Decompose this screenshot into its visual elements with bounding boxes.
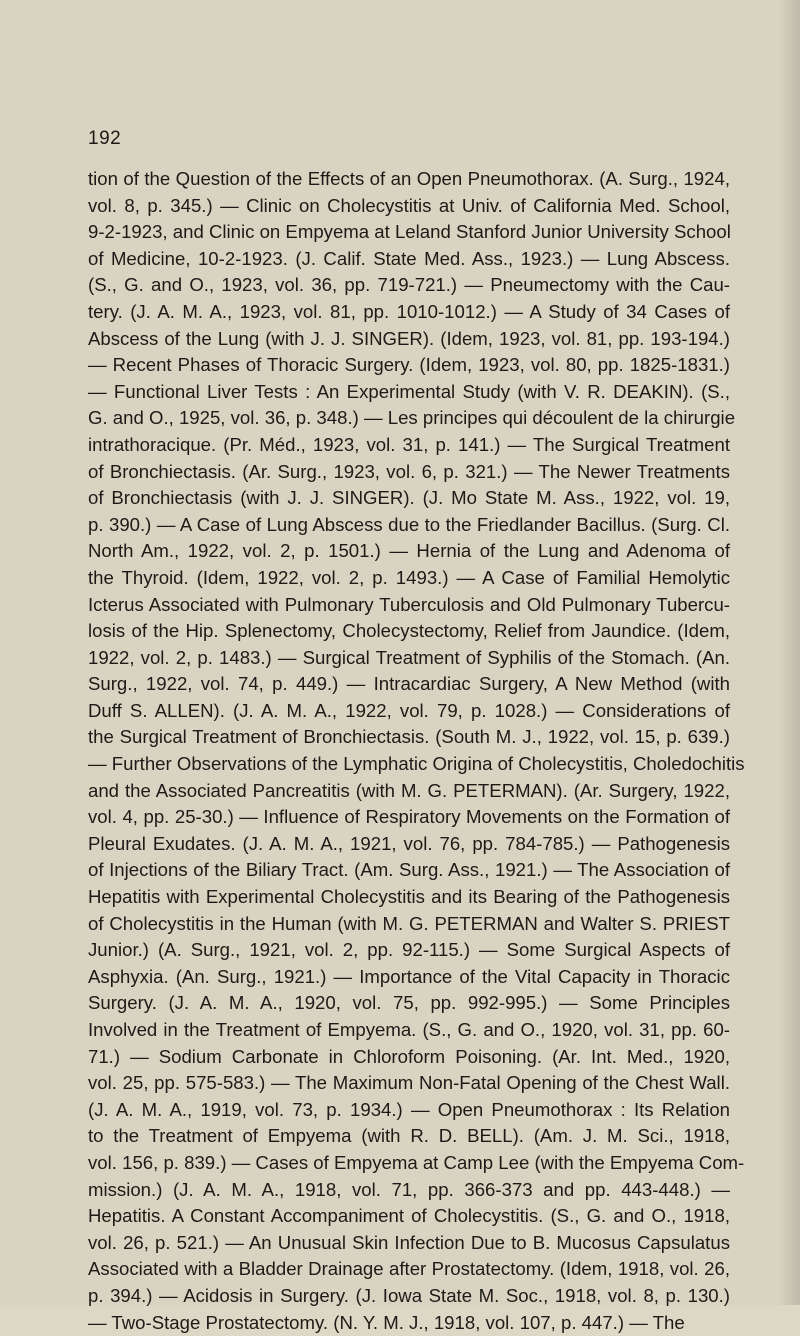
text-line: (J. A. M. A., 1919, vol. 73, p. 1934.) — Open Pneumothorax : Its Relation — [88, 1098, 730, 1120]
text-line: Abscess of the Lung (with J. J. SINGER). (Idem, 1923, vol. 81, pp. 193-194.) — [88, 327, 730, 349]
text-line: mission.) (J. A. M. A., 1918, vol. 71, pp. 366-373 and pp. 443-448.) — — [88, 1178, 730, 1200]
text-line: (S., G. and O., 1923, vol. 36, pp. 719-721.) — Pneumectomy with the Cau- — [88, 274, 730, 296]
text-line: 1922, vol. 2, p. 1483.) — Surgical Treatment of Syphilis of the Stomach. (An. — [88, 646, 730, 668]
text-line: tion of the Question of the Effects of an Open Pneumothorax. (A. Surg., 1924, — [88, 168, 730, 189]
text-line: the Thyroid. (Idem, 1922, vol. 2, p. 1493.) — A Case of Familial Hemolytic — [88, 566, 730, 588]
text-line: p. 394.) — Acidosis in Surgery. (J. Iowa State M. Soc., 1918, vol. 8, p. 130.) — [88, 1284, 730, 1306]
text-line: Pleural Exudates. (J. A. M. A., 1921, vol. 76, pp. 784-785.) — Pathogenesis — [88, 832, 730, 854]
text-line: vol. 25, pp. 575-583.) — The Maximum Non-Fatal Opening of the Chest Wall. — [88, 1072, 730, 1094]
text-line: Surg., 1922, vol. 74, p. 449.) — Intracardiac Surgery, A New Method (with — [88, 673, 730, 695]
text-line: of Injections of the Biliary Tract. (Am. Surg. Ass., 1921.) — The Association of — [88, 859, 730, 881]
bibliography-text — [88, 166, 745, 1336]
text-line: — Functional Liver Tests : An Experimental Study (with V. R. DEAKIN). (S., — [88, 380, 730, 402]
text-line: North Am., 1922, vol. 2, p. 1501.) — Hernia of the Lung and Adenoma of — [88, 540, 730, 562]
text-line: of Medicine, 10-2-1923. (J. Calif. State Med. Ass., 1923.) — Lung Abscess. — [88, 247, 730, 269]
text-line: of Cholecystitis in the Human (with M. G. PETERMAN and Walter S. PRIEST — [88, 912, 730, 934]
text-line: to the Treatment of Empyema (with R. D. BELL). (Am. J. M. Sci., 1918, — [88, 1125, 730, 1147]
text-line: vol. 156, p. 839.) — Cases of Empyema at Camp Lee (with the Empyema Com- — [88, 1151, 745, 1173]
text-line: Hepatitis with Experimental Cholecystitis and its Bearing of the Pathogenesis — [88, 886, 730, 908]
text-line: — Recent Phases of Thoracic Surgery. (Idem, 1923, vol. 80, pp. 1825-1831.) — [88, 354, 730, 376]
text-line: vol. 4, pp. 25-30.) — Influence of Respiratory Movements on the Formation of — [88, 806, 730, 828]
text-line: Hepatitis. A Constant Accompaniment of Cholecystitis. (S., G. and O., 1918, — [88, 1205, 730, 1227]
text-line: 71.) — Sodium Carbonate in Chloroform Poisoning. (Ar. Int. Med., 1920, — [88, 1045, 730, 1067]
text-line: — Further Observations of the Lymphatic Origina of Cholecystitis, Choledochitis — [88, 753, 745, 775]
text-line: Asphyxia. (An. Surg., 1921.) — Importance of the Vital Capacity in Thoracic — [88, 965, 730, 987]
text-line: p. 390.) — A Case of Lung Abscess due to the Friedlander Bacillus. (Surg. Cl. — [88, 513, 730, 535]
text-line: Associated with a Bladder Drainage after Prostatectomy. (Idem, 1918, vol. 26, — [88, 1258, 730, 1280]
text-line: Surgery. (J. A. M. A., 1920, vol. 75, pp. 992-995.) — Some Principles — [88, 992, 730, 1014]
page-number: 192 — [88, 128, 122, 149]
text-line: 9-2-1923, and Clinic on Empyema at Leland Stanford Junior University School — [88, 221, 731, 243]
text-line: — Two-Stage Prostatectomy. (N. Y. M. J., 1918, vol. 107, p. 447.) — The — [88, 1311, 685, 1333]
text-line: Junior.) (A. Surg., 1921, vol. 2, pp. 92-115.) — Some Surgical Aspects of — [88, 939, 730, 961]
text-line: of Bronchiectasis (with J. J. SINGER). (J. Mo State M. Ass., 1922, vol. 19, — [88, 487, 730, 509]
text-line: of Bronchiectasis. (Ar. Surg., 1923, vol. 6, p. 321.) — The Newer Treatments — [88, 460, 730, 482]
text-line: tery. (J. A. M. A., 1923, vol. 81, pp. 1010-1012.) — A Study of 34 Cases of — [88, 300, 730, 322]
text-line: the Surgical Treatment of Bronchiectasis. (South M. J., 1922, vol. 15, p. 639.) — [88, 726, 730, 748]
text-line: losis of the Hip. Splenectomy, Cholecystectomy, Relief from Jaundice. (Idem, — [88, 620, 730, 642]
text-line: G. and O., 1925, vol. 36, p. 348.) — Les principes qui découlent de la chirurgie — [88, 407, 736, 429]
text-line: Involved in the Treatment of Empyema. (S., G. and O., 1920, vol. 31, pp. 60- — [88, 1019, 730, 1040]
text-line: Duff S. ALLEN). (J. A. M. A., 1922, vol. 79, p. 1028.) — Considerations of — [88, 699, 730, 721]
text-line: vol. 26, p. 521.) — An Unusual Skin Infection Due to B. Mucosus Capsulatus — [88, 1231, 730, 1253]
text-line: vol. 8, p. 345.) — Clinic on Cholecystitis at Univ. of California Med. School, — [88, 194, 730, 216]
text-line: intrathoracique. (Pr. Méd., 1923, vol. 31, p. 141.) — The Surgical Treatment — [88, 433, 730, 455]
page-edge-shadow — [778, 0, 800, 1305]
text-line: Icterus Associated with Pulmonary Tuberculosis and Old Pulmonary Tubercu- — [88, 593, 730, 615]
text-line: and the Associated Pancreatitis (with M. G. PETERMAN). (Ar. Surgery, 1922, — [88, 779, 730, 801]
